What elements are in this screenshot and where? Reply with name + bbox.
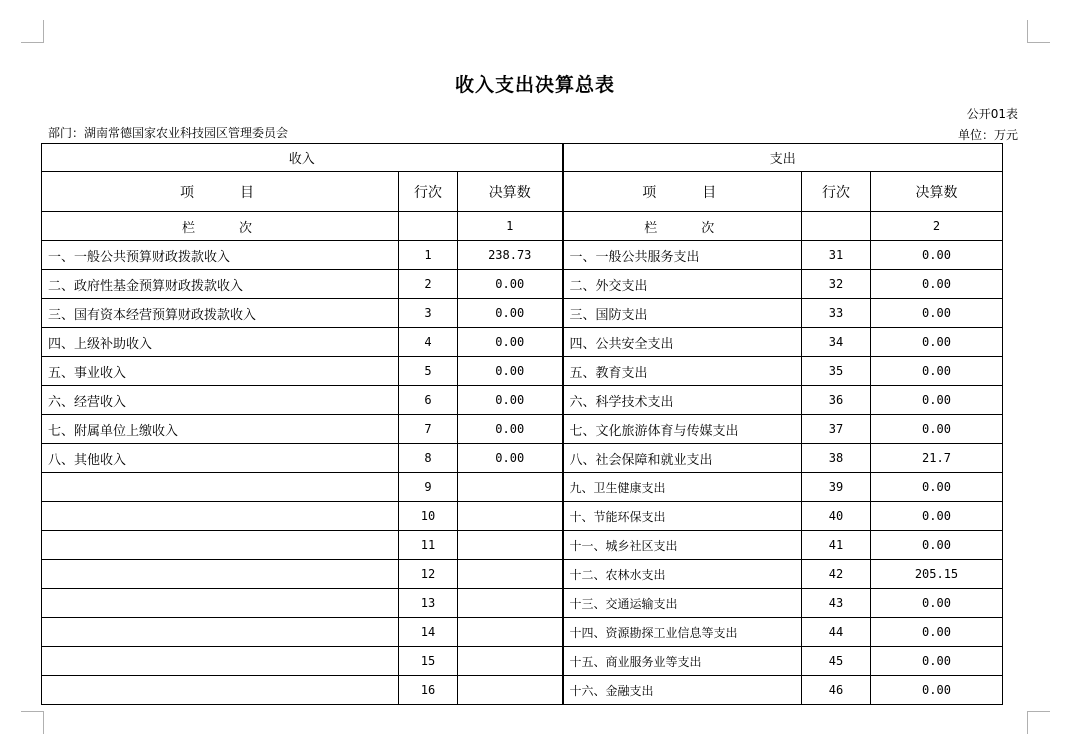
income-amount-header: 决算数 bbox=[458, 172, 563, 212]
expense-amount-cell: 0.00 bbox=[871, 328, 1003, 357]
expense-item-cell: 六、科学技术支出 bbox=[563, 386, 802, 415]
income-amount-cell bbox=[458, 502, 563, 531]
table-row bbox=[42, 618, 1003, 647]
income-item-cell: 四、上级补助收入 bbox=[42, 328, 399, 357]
expense-item-cell: 七、文化旅游体育与传媒支出 bbox=[563, 415, 802, 444]
expense-item-cell: 十四、资源勘探工业信息等支出 bbox=[563, 618, 802, 647]
expense-row-no-cell: 34 bbox=[802, 328, 871, 357]
table-row bbox=[42, 589, 1003, 618]
expense-amount-cell: 0.00 bbox=[871, 299, 1003, 328]
income-row-no-cell: 8 bbox=[399, 444, 458, 473]
table-row bbox=[42, 531, 1003, 560]
expense-amount-cell: 0.00 bbox=[871, 473, 1003, 502]
expense-row-no-cell: 38 bbox=[802, 444, 871, 473]
income-row-no-cell: 11 bbox=[399, 531, 458, 560]
income-amount-cell: 238.73 bbox=[458, 241, 563, 270]
income-amount-cell: 0.00 bbox=[458, 357, 563, 386]
table-row bbox=[42, 415, 1003, 444]
income-column-index-value: 1 bbox=[458, 212, 563, 241]
expense-row-no-cell: 37 bbox=[802, 415, 871, 444]
expense-amount-cell: 0.00 bbox=[871, 241, 1003, 270]
expense-item-cell: 四、公共安全支出 bbox=[563, 328, 802, 357]
income-amount-cell: 0.00 bbox=[458, 299, 563, 328]
table-row bbox=[42, 676, 1003, 705]
income-item-cell: 六、经营收入 bbox=[42, 386, 399, 415]
table-row bbox=[42, 473, 1003, 502]
expense-amount-cell: 21.7 bbox=[871, 444, 1003, 473]
income-amount-cell: 0.00 bbox=[458, 386, 563, 415]
page-title: 收入支出决算总表 bbox=[454, 74, 615, 96]
income-amount-cell: 0.00 bbox=[458, 444, 563, 473]
expense-row-no-cell: 40 bbox=[802, 502, 871, 531]
income-item-cell bbox=[42, 473, 399, 502]
income-item-cell: 一、一般公共预算财政拨款收入 bbox=[42, 241, 399, 270]
expense-item-cell: 十一、城乡社区支出 bbox=[563, 531, 802, 560]
income-item-cell bbox=[42, 676, 399, 705]
income-row-no-cell: 13 bbox=[399, 589, 458, 618]
crop-mark-bottom-right bbox=[1027, 711, 1050, 734]
expense-amount-header: 决算数 bbox=[871, 172, 1003, 212]
expense-row-no-cell: 32 bbox=[802, 270, 871, 299]
income-row-no-cell: 10 bbox=[399, 502, 458, 531]
table-row bbox=[42, 386, 1003, 415]
income-item-cell: 三、国有资本经营预算财政拨款收入 bbox=[42, 299, 399, 328]
expense-amount-cell: 0.00 bbox=[871, 676, 1003, 705]
expense-item-cell: 十三、交通运输支出 bbox=[563, 589, 802, 618]
expense-amount-cell: 0.00 bbox=[871, 618, 1003, 647]
column-header-row bbox=[42, 172, 1003, 212]
table-row bbox=[42, 560, 1003, 589]
table-row bbox=[42, 357, 1003, 386]
table-row bbox=[42, 241, 1003, 270]
income-row-no-cell: 15 bbox=[399, 647, 458, 676]
expense-amount-cell: 0.00 bbox=[871, 415, 1003, 444]
income-amount-cell bbox=[458, 589, 563, 618]
expense-amount-cell: 205.15 bbox=[871, 560, 1003, 589]
income-row-no-cell: 16 bbox=[399, 676, 458, 705]
expense-amount-cell: 0.00 bbox=[871, 647, 1003, 676]
expense-row-no-cell: 36 bbox=[802, 386, 871, 415]
expense-item-cell: 十六、金融支出 bbox=[563, 676, 802, 705]
income-amount-cell bbox=[458, 560, 563, 589]
expense-amount-cell: 0.00 bbox=[871, 502, 1003, 531]
budget-summary-table bbox=[41, 143, 1003, 705]
income-row-no-cell: 9 bbox=[399, 473, 458, 502]
table-row bbox=[42, 328, 1003, 357]
income-column-index-blank bbox=[399, 212, 458, 241]
income-amount-cell bbox=[458, 618, 563, 647]
income-row-no-cell: 3 bbox=[399, 299, 458, 328]
expense-column-index-label: 栏 次 bbox=[563, 212, 802, 241]
income-row-no-cell: 5 bbox=[399, 357, 458, 386]
income-amount-cell bbox=[458, 676, 563, 705]
table-row bbox=[42, 647, 1003, 676]
income-row-no-cell: 12 bbox=[399, 560, 458, 589]
income-row-no-cell: 6 bbox=[399, 386, 458, 415]
expense-row-no-cell: 43 bbox=[802, 589, 871, 618]
income-amount-cell bbox=[458, 473, 563, 502]
expense-item-cell: 三、国防支出 bbox=[563, 299, 802, 328]
expense-item-header: 项 目 bbox=[563, 172, 802, 212]
expense-item-cell: 十五、商业服务业等支出 bbox=[563, 647, 802, 676]
income-row-no-cell: 7 bbox=[399, 415, 458, 444]
income-row-no-cell: 1 bbox=[399, 241, 458, 270]
income-item-cell bbox=[42, 647, 399, 676]
income-item-header: 项 目 bbox=[42, 172, 399, 212]
expense-row-no-cell: 39 bbox=[802, 473, 871, 502]
expense-group-header: 支出 bbox=[563, 144, 1003, 172]
expense-amount-cell: 0.00 bbox=[871, 270, 1003, 299]
income-item-cell bbox=[42, 502, 399, 531]
income-amount-cell: 0.00 bbox=[458, 328, 563, 357]
income-amount-cell bbox=[458, 531, 563, 560]
crop-mark-bottom-left bbox=[21, 711, 44, 734]
form-number: 公开01表 bbox=[966, 107, 1018, 121]
expense-row-no-cell: 33 bbox=[802, 299, 871, 328]
crop-mark-top-left bbox=[21, 20, 44, 43]
expense-amount-cell: 0.00 bbox=[871, 589, 1003, 618]
group-header-row bbox=[42, 144, 1003, 172]
income-amount-cell bbox=[458, 647, 563, 676]
income-amount-cell: 0.00 bbox=[458, 270, 563, 299]
income-item-cell bbox=[42, 589, 399, 618]
income-group-header: 收入 bbox=[42, 144, 563, 172]
expense-item-cell: 一、一般公共服务支出 bbox=[563, 241, 802, 270]
income-item-cell bbox=[42, 618, 399, 647]
income-column-index-label: 栏 次 bbox=[42, 212, 399, 241]
table-row bbox=[42, 299, 1003, 328]
expense-row-no-cell: 45 bbox=[802, 647, 871, 676]
expense-item-cell: 二、外交支出 bbox=[563, 270, 802, 299]
expense-item-cell: 九、卫生健康支出 bbox=[563, 473, 802, 502]
expense-row-no-header: 行次 bbox=[802, 172, 871, 212]
expense-column-index-blank bbox=[802, 212, 871, 241]
column-index-row bbox=[42, 212, 1003, 241]
income-row-no-cell: 14 bbox=[399, 618, 458, 647]
expense-row-no-cell: 46 bbox=[802, 676, 871, 705]
income-item-cell bbox=[42, 531, 399, 560]
expense-amount-cell: 0.00 bbox=[871, 531, 1003, 560]
crop-mark-top-right bbox=[1027, 20, 1050, 43]
expense-item-cell: 十二、农林水支出 bbox=[563, 560, 802, 589]
expense-item-cell: 五、教育支出 bbox=[563, 357, 802, 386]
expense-amount-cell: 0.00 bbox=[871, 357, 1003, 386]
expense-row-no-cell: 42 bbox=[802, 560, 871, 589]
expense-column-index-value: 2 bbox=[871, 212, 1003, 241]
expense-item-cell: 八、社会保障和就业支出 bbox=[563, 444, 802, 473]
income-amount-cell: 0.00 bbox=[458, 415, 563, 444]
expense-row-no-cell: 35 bbox=[802, 357, 871, 386]
expense-row-no-cell: 31 bbox=[802, 241, 871, 270]
department-label: 部门：湖南常德国家农业科技园区管理委员会 bbox=[48, 126, 289, 140]
income-row-no-header: 行次 bbox=[399, 172, 458, 212]
expense-item-cell: 十、节能环保支出 bbox=[563, 502, 802, 531]
income-row-no-cell: 4 bbox=[399, 328, 458, 357]
income-item-cell: 八、其他收入 bbox=[42, 444, 399, 473]
table-row bbox=[42, 502, 1003, 531]
income-item-cell: 二、政府性基金预算财政拨款收入 bbox=[42, 270, 399, 299]
expense-row-no-cell: 44 bbox=[802, 618, 871, 647]
unit-label: 单位：万元 bbox=[957, 128, 1018, 142]
expense-amount-cell: 0.00 bbox=[871, 386, 1003, 415]
income-item-cell bbox=[42, 560, 399, 589]
table-row bbox=[42, 270, 1003, 299]
table-row bbox=[42, 444, 1003, 473]
expense-row-no-cell: 41 bbox=[802, 531, 871, 560]
table-body bbox=[42, 241, 1003, 705]
income-item-cell: 五、事业收入 bbox=[42, 357, 399, 386]
income-row-no-cell: 2 bbox=[399, 270, 458, 299]
income-item-cell: 七、附属单位上缴收入 bbox=[42, 415, 399, 444]
